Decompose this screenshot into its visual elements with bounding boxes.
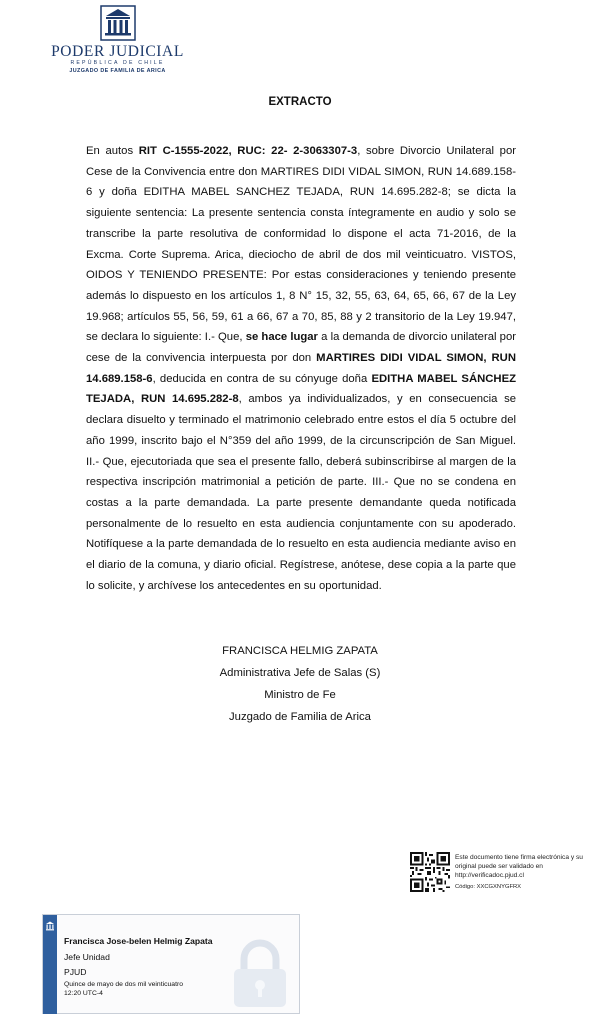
signatory-capacity: Ministro de Fe [264,689,336,701]
court-name: JUZGADO DE FAMILIA DE ARICA [69,68,166,74]
body-text-segment: , deducida en contra de su cónyuge doña [152,372,372,385]
signature-block [0,640,600,728]
signer-position: Jefe Unidad [64,952,110,962]
body-text-segment: , ambos ya individualizados, y en consecuencia se declara disuelto y terminado el matrimonio celebrado entre estos el día 5 octubre del año 1999, inscrito bajo el N°359 del año 1999, de la circunscripción de San Miguel. II.- Que, ejecutoriada que sea el presente fallo, deberá subinscribirse al margen de la respectiva inscripción matrimonial a petición de parte. III.- Que no se condena en costas a la parte demandada. La parte presente demandante queda notificada personalmente de lo resuelto en esta audiencia conjuntamente con su apoderado. Notifíquese a la parte demandada de lo resuelto en esta audiencia mediante aviso en el diario de la comuna, y diario oficial. Regístrese, anótese, dese copia a la parte que lo solicite, y archívese los antecedentes en su oportunidad. [86,393,517,592]
signature-side-bar [43,915,57,1014]
poder-judicial-logo [50,4,185,75]
ruling-phrase: se hace lugar [245,331,318,344]
plaintiff-name: MARTIRES DIDI VIDAL SIMON, RUN 14.689.158-6 [86,352,516,385]
signature-time: 12:20 UTC-4 [64,989,103,997]
verification-text: Este documento tiene firma electrónica y su original puede ser validado en http://verificadoc.pjud.cl [455,854,583,879]
signature-date: Quince de mayo de dos mil veinticuatro [64,981,184,988]
document-title: EXTRACTO [268,96,332,108]
body-text-segment: En autos [86,145,139,157]
case-number: RIT C-1555-2022, RUC: 22- 2-3063307-3 [138,145,358,157]
lock-watermark-icon [228,937,292,1009]
org-name: PODER JUDICIAL [51,43,184,60]
signer-name: Francisca Jose-belen Helmig Zapata [64,936,213,946]
verification-code: Código: XXCGXNYGFRX [455,884,522,890]
extract-body [86,141,516,596]
country-name: REPÚBLICA DE CHILE [70,60,165,66]
courthouse-emblem-icon [45,921,55,931]
electronic-signature-box [42,914,300,1014]
signatory-role: Administrativa Jefe de Salas (S) [219,667,381,679]
verification-block [410,852,595,894]
signature-timestamp [64,981,244,998]
defendant-name: EDITHA MABEL SÁNCHEZ TEJADA, RUN 14.695.282-8 [86,372,517,406]
signatory-name: FRANCISCA HELMIG ZAPATA [222,645,378,657]
qr-code-icon[interactable] [410,852,450,892]
signer-organization: PJUD [64,967,87,977]
body-text-segment: , sobre Divorcio Unilateral por Cese de la Convivencia entre don MARTIRES DIDI VIDAL SIMON, RUN 14.689.158-6 y doña EDITHA MABEL SANCHEZ TEJADA, RUN 14.695.282-8; se dicta la siguiente sentencia: La presente sentencia consta íntegramente en audio y solo se transcribe la parte resolutiva de conformidad lo dispone el acta 71-2016, de la Excma. Corte Suprema. Arica, dieciocho de abril de dos mil veinticuatro. VISTOS, OIDOS Y TENIENDO PRESENTE: Por estas consideraciones y teniendo presente además lo dispuesto en los artículos 1, 8 N° 15, 32, 55, 63, 64, 65, 66, 67 de la Ley 19.968; artículos 55, 56, 59, 61 a 66, 67 a 70, 85, 88 y 2 transitorio de la Ley 19.947, se declara lo siguiente: I.- Que, [86,145,516,344]
courthouse-emblem-icon [98,4,138,42]
body-text-segment: a la demanda de divorcio unilateral por cese de la convivencia interpuesta por don [86,331,516,365]
signatory-court: Juzgado de Familia de Arica [229,711,371,723]
